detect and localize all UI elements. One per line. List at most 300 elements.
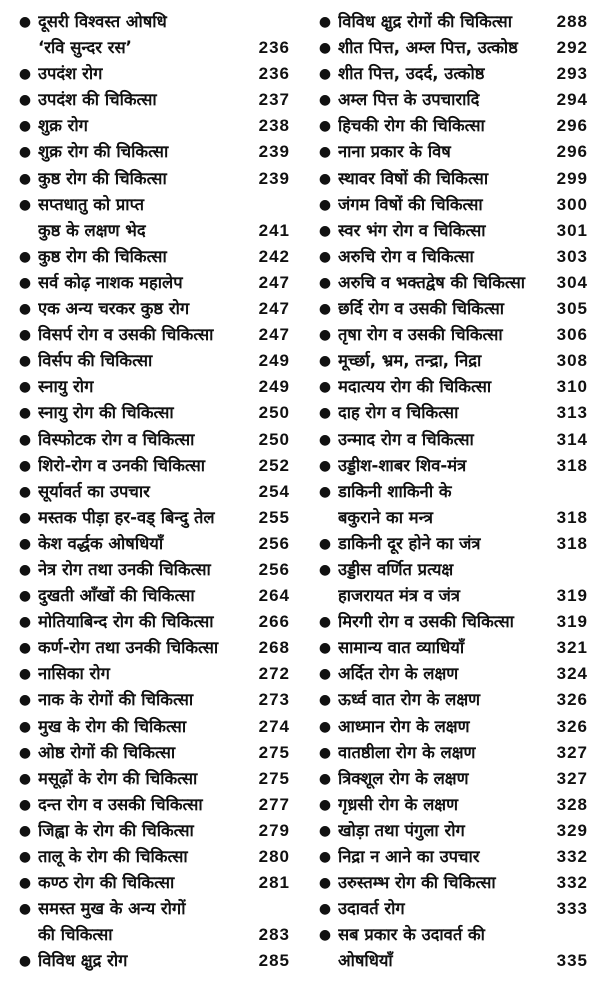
bullet-icon: ● xyxy=(318,222,332,239)
toc-entry-title: जिह्वा के रोग की चिकित्सा xyxy=(38,820,194,840)
toc-entry-line xyxy=(312,635,588,661)
toc-entry-line xyxy=(12,192,290,218)
toc-entry-line xyxy=(12,922,290,948)
bullet-icon: ● xyxy=(18,92,32,109)
toc-entry-page-number: 318 xyxy=(556,507,588,527)
toc-entry-line xyxy=(12,87,290,113)
toc-entry-title-continued: ‘रवि सुन्दर रस’ xyxy=(38,38,132,58)
toc-entry-page-number: 252 xyxy=(258,455,290,475)
toc-entry-line xyxy=(312,505,588,531)
toc-entry-title: मिरगी रोग व उसकी चिकित्सा xyxy=(338,612,514,632)
toc-entry-line xyxy=(12,400,290,426)
toc-entry[interactable] xyxy=(312,61,588,87)
toc-entry-page-number: 327 xyxy=(556,768,588,788)
toc-entry-line xyxy=(312,818,588,844)
toc-entry[interactable] xyxy=(12,479,290,505)
toc-entry-title: विस्फोटक रोग व चिकित्सा xyxy=(38,429,195,449)
toc-entry-page-number: 319 xyxy=(556,612,588,632)
toc-entry-title: तृषा रोग व उसकी चिकित्सा xyxy=(338,325,503,345)
toc-entry-line xyxy=(312,583,588,609)
toc-entry-line xyxy=(12,296,290,322)
toc-entry-page-number: 306 xyxy=(556,325,588,345)
toc-entry-title: अम्ल पित्त के उपचारादि xyxy=(338,90,480,110)
toc-entry[interactable] xyxy=(12,818,290,844)
bullet-icon: ● xyxy=(18,248,32,265)
toc-entry-title: नाक के रोगों की चिकित्सा xyxy=(38,690,194,710)
bullet-icon: ● xyxy=(318,248,332,265)
toc-entry-title: उड्डीस वर्णित प्रत्यक्ष xyxy=(338,559,454,579)
toc-entry[interactable] xyxy=(12,322,290,348)
toc-entry-title: कर्ण-रोग तथा उनकी चिकित्सा xyxy=(38,638,219,658)
toc-entry-title: कण्ठ रोग की चिकित्सा xyxy=(38,873,175,893)
toc-entry[interactable] xyxy=(12,166,290,192)
toc-entry-page-number: 318 xyxy=(556,455,588,475)
toc-entry[interactable] xyxy=(312,479,588,531)
toc-entry-page-number: 254 xyxy=(258,481,290,501)
toc-entry[interactable] xyxy=(12,714,290,740)
bullet-icon: ● xyxy=(318,535,332,552)
toc-entry-line xyxy=(12,505,290,531)
toc-entry[interactable] xyxy=(312,270,588,296)
toc-entry[interactable] xyxy=(12,792,290,818)
toc-entry-line xyxy=(12,453,290,479)
toc-entry-page-number: 319 xyxy=(556,586,588,606)
bullet-icon: ● xyxy=(18,144,32,161)
toc-entry[interactable] xyxy=(312,896,588,922)
toc-entry-line xyxy=(12,661,290,687)
bullet-icon: ● xyxy=(318,457,332,474)
bullet-icon: ● xyxy=(18,875,32,892)
toc-entry-line xyxy=(12,166,290,192)
toc-entry-line xyxy=(312,87,588,113)
toc-entry-title: उरुस्तम्भ रोग की चिकित्सा xyxy=(338,873,496,893)
toc-entry-line xyxy=(12,870,290,896)
toc-entry-line xyxy=(312,792,588,818)
toc-entry[interactable] xyxy=(12,948,290,974)
bullet-icon: ● xyxy=(318,405,332,422)
toc-entry-line xyxy=(12,714,290,740)
toc-entry[interactable] xyxy=(12,896,290,948)
toc-entry-line xyxy=(312,557,588,583)
toc-entry-line xyxy=(12,61,290,87)
toc-entry[interactable] xyxy=(312,766,588,792)
toc-entry-line xyxy=(12,374,290,400)
toc-entry[interactable] xyxy=(312,453,588,479)
toc-entry-page-number: 303 xyxy=(556,246,588,266)
toc-entry-title: उन्माद रोग व चिकित्सा xyxy=(338,429,474,449)
toc-entry-page-number: 288 xyxy=(556,12,588,31)
toc-entry[interactable] xyxy=(312,374,588,400)
toc-entry[interactable] xyxy=(312,87,588,113)
toc-entry-title: कुष्ठ रोग की चिकित्सा xyxy=(38,246,167,266)
bullet-icon: ● xyxy=(318,744,332,761)
toc-entry[interactable] xyxy=(12,139,290,165)
toc-entry-line xyxy=(12,427,290,453)
toc-entry-page-number: 250 xyxy=(258,403,290,423)
toc-entry[interactable] xyxy=(312,922,588,974)
toc-entry-page-number: 332 xyxy=(556,873,588,893)
toc-entry-page-number: 335 xyxy=(556,951,588,971)
toc-entry-line xyxy=(12,844,290,870)
toc-entry-page-number: 277 xyxy=(258,794,290,814)
toc-entry[interactable] xyxy=(12,400,290,426)
toc-entry-page-number: 321 xyxy=(556,638,588,658)
toc-entry-title: शिरो-रोग व उनकी चिकित्सा xyxy=(38,455,206,475)
toc-entry[interactable] xyxy=(312,322,588,348)
toc-entry-title: हिचकी रोग की चिकित्सा xyxy=(338,116,485,136)
bullet-icon: ● xyxy=(18,118,32,135)
toc-entry-line xyxy=(12,531,290,557)
toc-entry-title: उड्डीश-शाबर शिव-मंत्र xyxy=(338,455,467,475)
toc-entry[interactable] xyxy=(312,139,588,165)
toc-entry-title-continued: की चिकित्सा xyxy=(38,925,113,945)
toc-entry-page-number: 294 xyxy=(556,90,588,110)
bullet-icon: ● xyxy=(318,40,332,57)
bullet-icon: ● xyxy=(318,770,332,787)
toc-entry-title: दाह रोग व चिकित्सा xyxy=(338,403,459,423)
toc-entry-title: ऊर्ध्व वात रोग के लक्षण xyxy=(338,690,481,710)
toc-entry-line xyxy=(312,687,588,713)
bullet-icon: ● xyxy=(18,561,32,578)
toc-entry[interactable] xyxy=(12,740,290,766)
toc-entry-page-number: 249 xyxy=(258,351,290,371)
toc-entry-page-number: 324 xyxy=(556,664,588,684)
toc-column-left xyxy=(12,9,290,974)
toc-entry-line xyxy=(312,244,588,270)
toc-entry-title: मूर्च्छा, भ्रम, तन्द्रा, निद्रा xyxy=(338,351,482,371)
bullet-icon: ● xyxy=(18,405,32,422)
toc-entry-title: शुक्र रोग की चिकित्सा xyxy=(38,142,169,162)
toc-entry-title: मुख के रोग की चिकित्सा xyxy=(38,716,187,736)
toc-entry[interactable] xyxy=(12,583,290,609)
toc-entry-page-number: 333 xyxy=(556,899,588,919)
toc-entry-title: जंगम विषों की चिकित्सा xyxy=(338,194,483,214)
toc-entry-line xyxy=(12,244,290,270)
toc-entry-line xyxy=(312,896,588,922)
bullet-icon: ● xyxy=(318,14,332,30)
toc-entry[interactable] xyxy=(12,870,290,896)
toc-entry[interactable] xyxy=(312,192,588,218)
toc-entry-page-number: 280 xyxy=(258,847,290,866)
toc-entry-title: सर्व कोढ़ नाशक महालेप xyxy=(38,272,183,292)
bullet-icon: ● xyxy=(318,614,332,631)
toc-entry-page-number: 256 xyxy=(258,533,290,553)
bullet-icon: ● xyxy=(18,744,32,761)
toc-entry[interactable] xyxy=(312,661,588,687)
toc-entry[interactable] xyxy=(312,35,588,61)
toc-entry-title: स्वर भंग रोग व चिकित्सा xyxy=(338,220,486,240)
bullet-icon: ● xyxy=(18,274,32,291)
toc-entry-title: एक अन्य चरकर कुष्ठ रोग xyxy=(38,299,190,319)
toc-entry-page-number: 313 xyxy=(556,403,588,423)
toc-entry-title: केश वर्द्धक ओषधियाँ xyxy=(38,533,164,553)
bullet-icon: ● xyxy=(18,14,32,30)
bullet-icon: ● xyxy=(318,901,332,918)
bullet-icon: ● xyxy=(18,301,32,318)
toc-entry-line xyxy=(312,374,588,400)
toc-entry[interactable] xyxy=(12,244,290,270)
toc-entry[interactable] xyxy=(12,61,290,87)
toc-entry-title: मस्तक पीड़ा हर-वड् बिन्दु तेल xyxy=(38,507,215,527)
toc-entry-page-number: 327 xyxy=(556,742,588,762)
toc-entry-page-number: 285 xyxy=(258,951,290,971)
toc-entry[interactable] xyxy=(312,427,588,453)
toc-entry-page-number: 275 xyxy=(258,768,290,788)
toc-entry-line xyxy=(12,740,290,766)
bullet-icon: ● xyxy=(318,692,332,709)
toc-entry-line xyxy=(12,818,290,844)
toc-entry-title: मोतियाबिन्द रोग की चिकित्सा xyxy=(38,612,214,632)
toc-entry[interactable] xyxy=(312,740,588,766)
toc-entry[interactable] xyxy=(312,792,588,818)
toc-entry[interactable] xyxy=(312,844,588,870)
toc-entry[interactable] xyxy=(312,9,588,35)
bullet-icon: ● xyxy=(18,353,32,370)
bullet-icon: ● xyxy=(318,561,332,578)
toc-entry-page-number: 279 xyxy=(258,820,290,840)
toc-entry-title: शुक्र रोग xyxy=(38,116,88,136)
toc-entry[interactable] xyxy=(12,192,290,244)
bullet-icon: ● xyxy=(318,379,332,396)
bullet-icon: ● xyxy=(318,66,332,83)
toc-entry-title: आध्मान रोग के लक्षण xyxy=(338,716,470,736)
toc-entry-line xyxy=(12,948,290,974)
toc-entry-line xyxy=(312,609,588,635)
toc-entry[interactable] xyxy=(12,635,290,661)
toc-entry-page-number: 283 xyxy=(258,925,290,945)
toc-entry-page-number: 274 xyxy=(258,716,290,736)
toc-entry-title: शीत पित्त, उदर्द, उत्कोष्ठ xyxy=(338,64,485,84)
toc-entry-line xyxy=(12,557,290,583)
toc-entry-title-continued: कुष्ठ के लक्षण भेद xyxy=(38,220,146,240)
toc-entry[interactable] xyxy=(12,505,290,531)
bullet-icon: ● xyxy=(18,666,32,683)
toc-entry-page-number: 241 xyxy=(258,220,290,240)
bullet-icon: ● xyxy=(318,92,332,109)
toc-entry-page-number: 318 xyxy=(556,533,588,553)
bullet-icon: ● xyxy=(18,822,32,839)
bullet-icon: ● xyxy=(18,953,32,970)
toc-entry-line xyxy=(12,113,290,139)
toc-entry[interactable] xyxy=(12,844,290,870)
toc-entry-line xyxy=(312,348,588,374)
bullet-icon: ● xyxy=(318,196,332,213)
toc-entry-line xyxy=(312,400,588,426)
toc-entry-title: छर्दि रोग व उसकी चिकित्सा xyxy=(338,299,505,319)
toc-entry-title: अरुचि रोग व चिकित्सा xyxy=(338,246,474,266)
bullet-icon: ● xyxy=(18,170,32,187)
toc-entry-title: खोड़ा तथा पंगुला रोग xyxy=(338,820,465,840)
toc-entry-title: नासिका रोग xyxy=(38,664,110,684)
toc-entry-line xyxy=(312,322,588,348)
toc-entry[interactable] xyxy=(12,557,290,583)
toc-entry-title: डाकिनी दूर होने का जंत्र xyxy=(338,533,481,553)
toc-entry[interactable] xyxy=(312,218,588,244)
toc-entry-title: त्रिक्शूल रोग के लक्षण xyxy=(338,768,469,788)
toc-entry[interactable] xyxy=(312,609,588,635)
toc-entry[interactable] xyxy=(312,166,588,192)
toc-entry-title: सूर्यावर्त का उपचार xyxy=(38,481,150,501)
toc-entry-title: विर्सप की चिकित्सा xyxy=(38,351,153,371)
toc-entry[interactable] xyxy=(12,661,290,687)
toc-entry-line xyxy=(312,479,588,505)
toc-entry-title: स्थावर विषों की चिकित्सा xyxy=(338,168,489,188)
toc-entry-title: निद्रा न आने का उपचार xyxy=(338,847,480,866)
toc-entry-page-number: 239 xyxy=(258,168,290,188)
bullet-icon: ● xyxy=(318,796,332,813)
toc-entry-line xyxy=(12,609,290,635)
toc-entry-title: गृध्रसी रोग के लक्षण xyxy=(338,794,459,814)
toc-entry[interactable] xyxy=(12,348,290,374)
toc-entry-line xyxy=(12,348,290,374)
toc-entry-page-number: 273 xyxy=(258,690,290,710)
bullet-icon: ● xyxy=(18,483,32,500)
toc-entry[interactable] xyxy=(12,87,290,113)
toc-entry[interactable] xyxy=(312,870,588,896)
toc-entry-page-number: 237 xyxy=(258,90,290,110)
toc-entry[interactable] xyxy=(12,270,290,296)
toc-entry-title: अरुचि व भक्तद्वेष की चिकित्सा xyxy=(338,272,526,292)
toc-entry-page-number: 281 xyxy=(258,873,290,893)
toc-entry-title: स्नायु रोग xyxy=(38,377,94,397)
bullet-icon: ● xyxy=(18,614,32,631)
toc-entry[interactable] xyxy=(12,296,290,322)
toc-entry[interactable] xyxy=(12,687,290,713)
toc-entry-line xyxy=(312,870,588,896)
toc-entry-line xyxy=(312,531,588,557)
toc-entry[interactable] xyxy=(12,609,290,635)
toc-entry-title: नेत्र रोग तथा उनकी चिकित्सा xyxy=(38,559,211,579)
toc-entry-title: नाना प्रकार के विष xyxy=(338,142,451,162)
bullet-icon: ● xyxy=(18,849,32,865)
bullet-icon: ● xyxy=(18,796,32,813)
bullet-icon: ● xyxy=(318,274,332,291)
toc-entry-line xyxy=(12,322,290,348)
toc-entry-line xyxy=(312,61,588,87)
toc-entry[interactable] xyxy=(12,427,290,453)
toc-entry-page-number: 292 xyxy=(556,38,588,58)
toc-entry[interactable] xyxy=(312,635,588,661)
toc-entry-line xyxy=(312,9,588,35)
bullet-icon: ● xyxy=(18,718,32,735)
toc-entry[interactable] xyxy=(312,113,588,139)
toc-entry-page-number: 250 xyxy=(258,429,290,449)
toc-entry[interactable] xyxy=(12,9,290,61)
toc-entry-page-number: 266 xyxy=(258,612,290,632)
toc-entry[interactable] xyxy=(312,400,588,426)
toc-entry-title: डाकिनी शाकिनी के xyxy=(338,481,452,501)
toc-entry[interactable] xyxy=(312,687,588,713)
toc-entry-title: मदात्यय रोग की चिकित्सा xyxy=(338,377,492,397)
toc-entry[interactable] xyxy=(312,244,588,270)
toc-entry-line xyxy=(312,714,588,740)
toc-entry-line xyxy=(312,113,588,139)
toc-entry-line xyxy=(12,583,290,609)
toc-entry-page-number: 293 xyxy=(556,64,588,84)
toc-entry[interactable] xyxy=(312,531,588,557)
toc-entry-line xyxy=(312,139,588,165)
bullet-icon: ● xyxy=(18,431,32,448)
bullet-icon: ● xyxy=(318,327,332,344)
toc-entry-line xyxy=(12,766,290,792)
toc-entry-line xyxy=(312,427,588,453)
toc-entry-title: तालू के रोग की चिकित्सा xyxy=(38,847,188,866)
toc-entry[interactable] xyxy=(12,453,290,479)
bullet-icon: ● xyxy=(318,875,332,892)
bullet-icon: ● xyxy=(318,640,332,657)
toc-entry[interactable] xyxy=(312,714,588,740)
toc-entry-title: कुष्ठ रोग की चिकित्सा xyxy=(38,168,167,188)
bullet-icon: ● xyxy=(318,666,332,683)
bullet-icon: ● xyxy=(18,196,32,213)
bullet-icon: ● xyxy=(318,927,332,944)
toc-entry-line xyxy=(312,740,588,766)
toc-entry-title: सब प्रकार के उदावर्त की xyxy=(338,925,485,945)
toc-entry-line xyxy=(312,296,588,322)
toc-entry-line xyxy=(12,139,290,165)
bullet-icon: ● xyxy=(18,640,32,657)
toc-entry-title: दूसरी विश्वस्त ओषधि xyxy=(38,12,167,31)
toc-entry-page-number: 301 xyxy=(556,220,588,240)
toc-entry-title: मसूढ़ों के रोग की चिकित्सा xyxy=(38,768,198,788)
toc-entry-line xyxy=(312,453,588,479)
toc-entry[interactable] xyxy=(12,531,290,557)
toc-entry-page-number: 238 xyxy=(258,116,290,136)
toc-entry-line xyxy=(312,766,588,792)
toc-entry-title: विविध क्षुद्र रोग xyxy=(38,951,128,971)
toc-entry-page-number: 264 xyxy=(258,586,290,606)
toc-entry-title-continued: हाजरायत मंत्र व जंत्र xyxy=(338,586,461,606)
toc-entry-page-number: 326 xyxy=(556,716,588,736)
toc-entry[interactable] xyxy=(12,113,290,139)
toc-entry-title: विविध क्षुद्र रोगों की चिकित्सा xyxy=(338,12,512,31)
toc-entry-page-number: 249 xyxy=(258,377,290,397)
toc-entry[interactable] xyxy=(312,348,588,374)
toc-entry-page-number: 326 xyxy=(556,690,588,710)
toc-entry[interactable] xyxy=(12,766,290,792)
toc-entry-page-number: 328 xyxy=(556,794,588,814)
toc-entry-title: दुखती आँखों की चिकित्सा xyxy=(38,586,195,606)
toc-entry-title: शीत पित्त, अम्ल पित्त, उत्कोष्ठ xyxy=(338,38,518,58)
toc-entry-line xyxy=(312,948,588,974)
toc-entry-line xyxy=(12,270,290,296)
bullet-icon: ● xyxy=(318,353,332,370)
bullet-icon: ● xyxy=(18,535,32,552)
toc-entry[interactable] xyxy=(312,557,588,609)
toc-entry[interactable] xyxy=(312,296,588,322)
toc-entry-page-number: 236 xyxy=(258,64,290,84)
toc-entry-page-number: 247 xyxy=(258,299,290,319)
bullet-icon: ● xyxy=(318,431,332,448)
toc-entry-page-number: 275 xyxy=(258,742,290,762)
toc-entry-page-number: 296 xyxy=(556,116,588,136)
toc-entry-line xyxy=(12,792,290,818)
bullet-icon: ● xyxy=(318,144,332,161)
toc-entry[interactable] xyxy=(312,818,588,844)
toc-entry-line xyxy=(12,35,290,61)
bullet-icon: ● xyxy=(18,588,32,605)
toc-entry-title-continued: बकुराने का मन्त्र xyxy=(338,507,434,527)
toc-entry-page-number: 305 xyxy=(556,299,588,319)
toc-entry[interactable] xyxy=(12,374,290,400)
toc-entry-title: स्नायु रोग की चिकित्सा xyxy=(38,403,174,423)
bullet-icon: ● xyxy=(318,483,332,500)
toc-entry-line xyxy=(312,35,588,61)
toc-entry-line xyxy=(12,896,290,922)
bullet-icon: ● xyxy=(18,770,32,787)
toc-entry-line xyxy=(312,661,588,687)
toc-entry-page-number: 296 xyxy=(556,142,588,162)
